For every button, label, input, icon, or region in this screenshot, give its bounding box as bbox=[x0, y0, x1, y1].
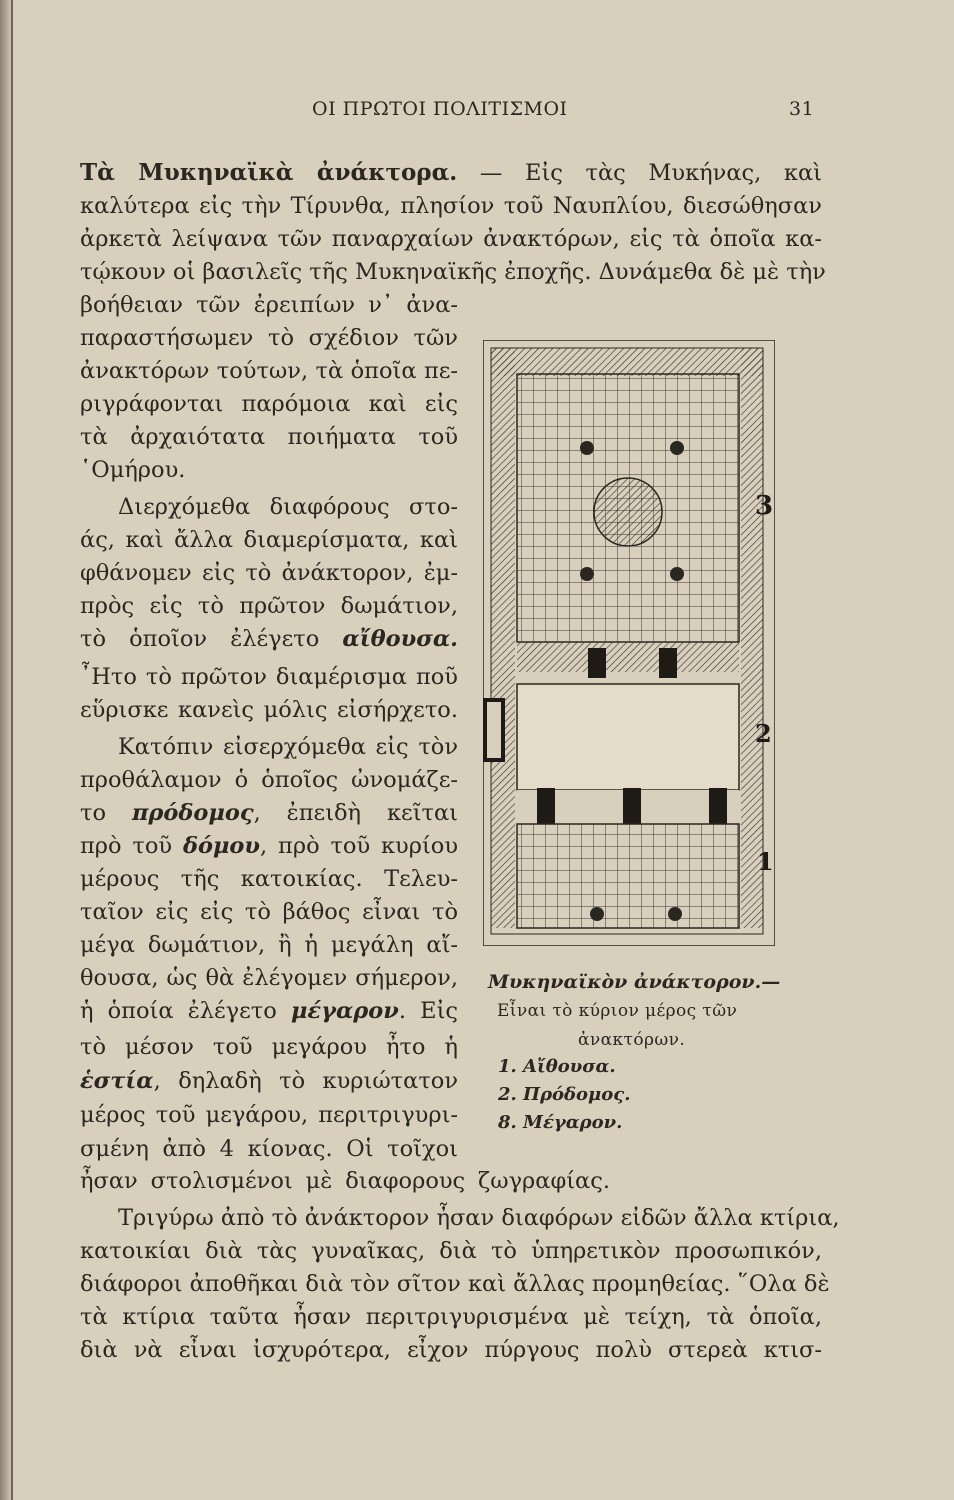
text-line: ῾Ομήρου. bbox=[80, 457, 186, 483]
figure-caption-title: Μυκηναϊκὸν ἀνάκτορον.— bbox=[488, 971, 781, 993]
legend-item-3: 8. Μέγαρον. bbox=[498, 1112, 623, 1133]
running-title: ΟΙ ΠΡΩΤΟΙ ΠΟΛΙΤΙΣΜΟΙ bbox=[312, 98, 568, 120]
palace-floor-plan bbox=[483, 340, 775, 946]
text-line: άς, καὶ ἄλλα διαμερίσματα, καὶ bbox=[80, 527, 458, 553]
term-aithousa: αἴθουσα. bbox=[342, 626, 458, 652]
term-prodomos: πρόδομος bbox=[131, 800, 254, 826]
text-line: Διερχόμεθα διαφόρους στο- bbox=[118, 494, 458, 520]
text-line: Κατόπιν εἰσερχόμεθα εἰς τὸν bbox=[118, 734, 458, 760]
pillar bbox=[623, 788, 641, 824]
text-line: προθάλαμον ὁ ὁποῖος ὠνομάζε- bbox=[80, 767, 458, 793]
prodomos-room bbox=[517, 684, 739, 790]
text-line: τὸ μέσον τοῦ μεγάρου ἦτο ἡ bbox=[80, 1034, 458, 1060]
wall-west bbox=[491, 348, 515, 928]
column bbox=[668, 907, 682, 921]
text-line: ἀρκετὰ λείψανα τῶν παναρχαίων ἀνακτόρων, εἰς τὰ ὁποῖα κα- bbox=[80, 226, 822, 252]
room-label-1: 1 bbox=[757, 847, 774, 876]
legend-item-2: 2. Πρόδομος. bbox=[498, 1084, 631, 1105]
room-label-2: 2 bbox=[755, 719, 772, 748]
figure-caption-line: ἀνακτόρων. bbox=[578, 1030, 686, 1050]
text-line: διὰ νὰ εἶναι ἰσχυρότερα, εἶχον πύργους πολὺ στερεὰ κτισ- bbox=[80, 1337, 822, 1363]
text-line: κατοικίαι διὰ τὰς γυναῖκας, διὰ τὸ ὑπηρετικὸν προσωπικόν, bbox=[80, 1238, 822, 1264]
text-line: μέγα δωμάτιον, ἢ ἡ μεγάλη αἴ- bbox=[80, 932, 458, 958]
room-label-3: 3 bbox=[755, 491, 774, 521]
section-title: Τὰ Μυκηναϊκὰ ἀνάκτορα. bbox=[80, 159, 458, 186]
text-line: μέρους τῆς κατοικίας. Τελευ- bbox=[80, 866, 458, 892]
text-line: τὰ ἀρχαιότατα ποιήματα τοῦ bbox=[80, 424, 458, 450]
text-line: ῏Ητο τὸ πρῶτον διαμέρισμα ποῦ bbox=[80, 664, 458, 690]
page-number: 31 bbox=[789, 98, 815, 120]
aithousa-room bbox=[517, 824, 739, 928]
side-door bbox=[485, 700, 503, 760]
legend-item-1: 1. Αἴθουσα. bbox=[498, 1056, 616, 1077]
text-line: μέρος τοῦ μεγάρου, περιτριγυρι- bbox=[80, 1102, 458, 1128]
column bbox=[590, 907, 604, 921]
gutter-line bbox=[11, 0, 13, 1500]
text-line: βοήθειαν τῶν ἐρειπίων ν᾽ ἀνα- bbox=[80, 292, 458, 318]
door-pillar bbox=[588, 648, 606, 678]
text-line: ἦσαν στολισμένοι μὲ διαφορους ζωγραφίας. bbox=[80, 1168, 610, 1194]
column bbox=[580, 441, 594, 455]
text-line: ἡ ὁποία ἐλέγετο μέγαρον. Εἰς bbox=[80, 998, 458, 1024]
text-line: ἑστία, δηλαδὴ τὸ κυριώτατον bbox=[80, 1068, 458, 1094]
text-line: παραστήσωμεν τὸ σχέδιον τῶν bbox=[80, 325, 458, 351]
column bbox=[670, 441, 684, 455]
text-line: Τὰ Μυκηναϊκὰ ἀνάκτορα. — Εἰς τὰς Μυκήνας, καὶ bbox=[80, 159, 822, 186]
text-line: πρὸς εἰς τὸ πρῶτον δωμάτιον, bbox=[80, 593, 458, 619]
text-line: σμένη ἀπὸ 4 κίονας. Οἱ τοῖχοι bbox=[80, 1136, 458, 1162]
text-line: θουσα, ὡς θὰ ἐλέγομεν σήμερον, bbox=[80, 965, 458, 991]
column bbox=[670, 567, 684, 581]
page-header bbox=[0, 98, 954, 128]
figure-caption-line: Εἶναι τὸ κύριον μέρος τῶν bbox=[497, 1001, 738, 1021]
hearth bbox=[594, 478, 662, 546]
column bbox=[580, 567, 594, 581]
text-line: φθάνομεν εἰς τὸ ἀνάκτορον, ἐμ- bbox=[80, 560, 458, 586]
door-pillar bbox=[659, 648, 677, 678]
wall-east bbox=[741, 348, 763, 928]
text-line: Τριγύρω ἀπὸ τὸ ἀνάκτορον ἦσαν διαφόρων εἰδῶν ἄλλα κτίρια, bbox=[118, 1205, 840, 1231]
pillar bbox=[537, 788, 555, 824]
text-line: ταῖον εἰς εἰς τὸ βάθος εἶναι τὸ bbox=[80, 899, 458, 925]
term-megaron: μέγαρον bbox=[290, 998, 399, 1024]
text-line: πρὸ τοῦ δόμου, πρὸ τοῦ κυρίου bbox=[80, 833, 458, 859]
text-line: εὕρισκε κανεὶς μόλις εἰσήρχετο. bbox=[80, 697, 458, 723]
text-line: διάφοροι ἀποθῆκαι διὰ τὸν σῖτον καὶ ἄλλας προμηθείας. ῞Ολα δὲ bbox=[80, 1271, 830, 1297]
text-line: ριγράφονται παρόμοια καὶ εἰς bbox=[80, 391, 458, 417]
text-line: καλύτερα εἰς τὴν Τίρυνθα, πλησίον τοῦ Ναυπλίου, διεσώθησαν bbox=[80, 193, 822, 219]
wall-north bbox=[491, 348, 763, 376]
text-line: ἀνακτόρων τούτων, τὰ ὁποῖα πε- bbox=[80, 358, 458, 384]
term-domos: δόμου bbox=[182, 833, 261, 859]
text-line: το πρόδομος, ἐπειδὴ κεῖται bbox=[80, 800, 458, 826]
text-line: τὰ κτίρια ταῦτα ἦσαν περιτριγυρισμένα μὲ τείχη, τὰ ὁποῖα, bbox=[80, 1304, 822, 1330]
text-line: τῴκουν οἱ βασιλεῖς τῆς Μυκηναϊκῆς ἐποχῆς. Δυνάμεθα δὲ μὲ τὴν bbox=[80, 259, 826, 285]
term-hestia: ἑστία bbox=[80, 1068, 154, 1094]
text-line: τὸ ὁποῖον ἐλέγετο αἴθουσα. bbox=[80, 626, 458, 652]
pillar bbox=[709, 788, 727, 824]
partition-wall bbox=[517, 642, 739, 672]
